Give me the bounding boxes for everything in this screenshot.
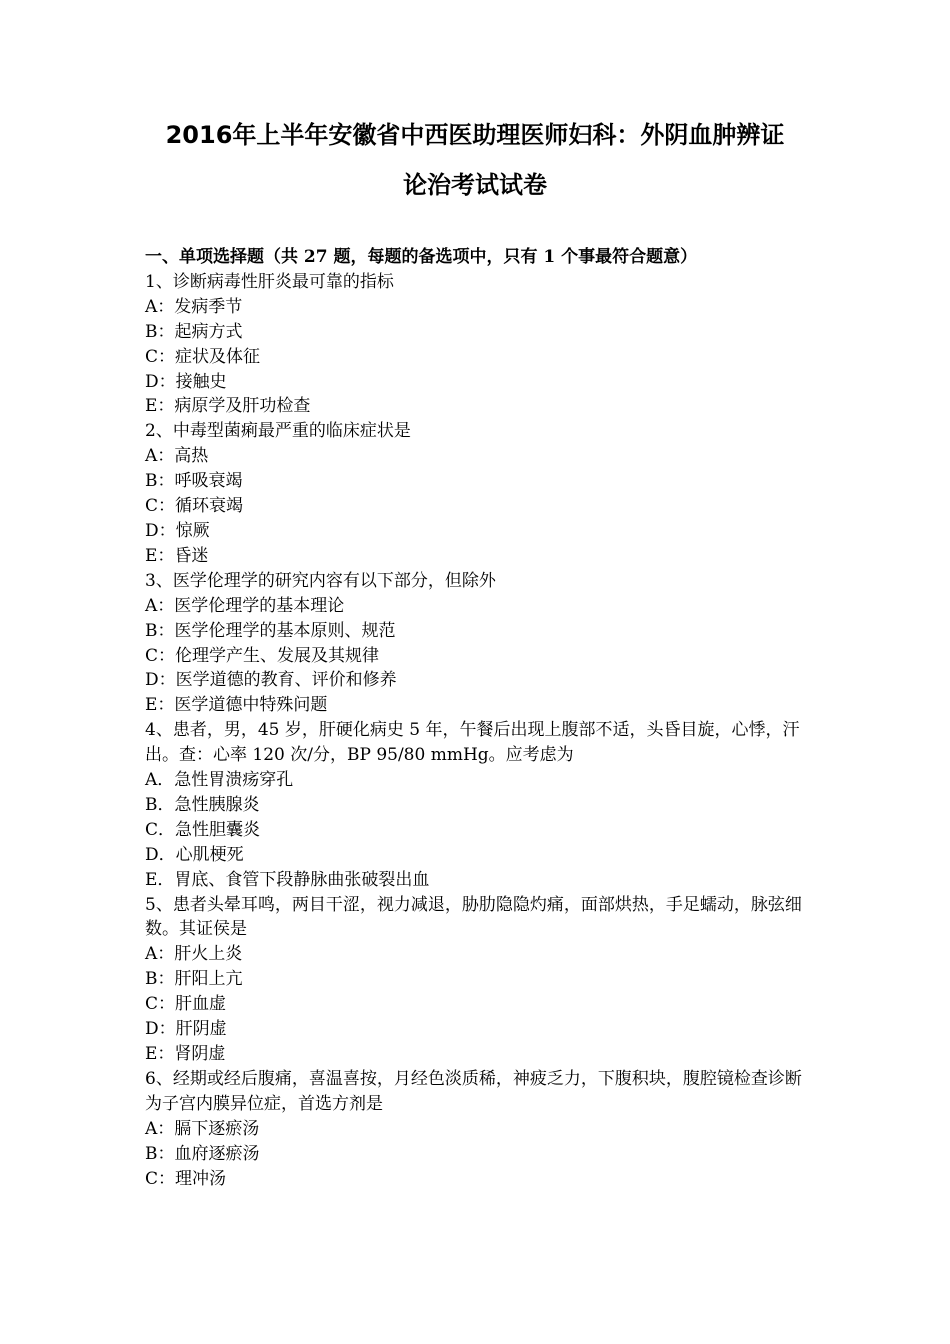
option-text: 急性胰腺炎 — [174, 794, 260, 815]
answer-option — [145, 469, 813, 494]
option-key: A： — [145, 944, 175, 965]
answer-option — [145, 644, 813, 669]
answer-option — [145, 793, 813, 818]
option-key: D： — [145, 371, 176, 392]
document-title-line-1: 2016年上半年安徽省中西医助理医师妇科：外阴血肿辨证 — [165, 121, 785, 149]
answer-option — [145, 967, 813, 992]
option-key: E： — [145, 1044, 175, 1064]
answer-option — [145, 394, 813, 419]
question-text: 4、患者，男，45 岁，肝硬化病史 5 年，午餐后出现上腹部不适，头昏目旋，心悸，汗出。查：心率 120 次/分，BP 95/80 mmHg。应考虑为 — [145, 720, 800, 766]
option-text: 理冲汤 — [175, 1168, 227, 1189]
option-key: A： — [145, 595, 175, 616]
answer-option — [145, 992, 813, 1017]
option-text: 胃底、食管下段静脉曲张破裂出血 — [174, 869, 430, 890]
answer-option — [145, 594, 813, 619]
answer-option — [145, 868, 813, 893]
question-item — [145, 419, 813, 568]
option-text: 医学道德中特殊问题 — [174, 695, 328, 716]
answer-option — [145, 668, 813, 693]
answer-option — [145, 619, 813, 644]
option-key: D． — [145, 844, 176, 865]
answer-option — [145, 768, 813, 793]
option-text: 呼吸衰竭 — [174, 471, 243, 492]
option-key: A： — [145, 1118, 175, 1139]
question-item — [145, 270, 813, 419]
question-list — [145, 270, 813, 1192]
option-text: 急性胆囊炎 — [175, 819, 261, 840]
answer-option — [145, 494, 813, 519]
option-text: 肝血虚 — [175, 994, 227, 1015]
option-text: 医学伦理学的基本原则、规范 — [174, 620, 396, 641]
answer-option — [145, 544, 813, 569]
option-key: D： — [145, 1019, 176, 1040]
option-text: 发病季节 — [174, 296, 243, 317]
option-key: C： — [145, 645, 176, 666]
option-text: 血府逐瘀汤 — [174, 1143, 260, 1164]
answer-option — [145, 693, 813, 718]
option-text: 循环衰竭 — [175, 496, 244, 517]
answer-option — [145, 519, 813, 544]
option-key: D： — [145, 670, 176, 691]
section-heading: 一、单项选择题（共 27 题，每题的备选项中，只有 1 个事最符合题意） — [145, 247, 698, 267]
option-text: 伦理学产生、发展及其规律 — [175, 645, 380, 666]
option-text: 起病方式 — [174, 321, 243, 342]
option-text: 接触史 — [175, 371, 227, 392]
option-text: 高热 — [174, 446, 209, 467]
option-key: C． — [145, 819, 176, 840]
answer-option — [145, 1017, 813, 1042]
option-text: 膈下逐瘀汤 — [174, 1118, 260, 1139]
option-key: D： — [145, 520, 176, 541]
option-key: E： — [145, 396, 175, 417]
option-key: E： — [145, 695, 175, 716]
option-key: B： — [145, 471, 175, 492]
answer-option — [145, 1142, 813, 1167]
option-key: C： — [145, 1168, 176, 1189]
option-key: C： — [145, 496, 176, 517]
option-text: 惊厥 — [175, 520, 210, 541]
answer-option — [145, 843, 813, 868]
option-text: 昏迷 — [174, 545, 209, 566]
option-text: 病原学及肝功检查 — [174, 396, 311, 417]
answer-option — [145, 1167, 813, 1192]
question-item — [145, 1067, 813, 1192]
question-text: 3、医学伦理学的研究内容有以下部分，但除外 — [145, 570, 496, 591]
option-text: 肝阴虚 — [175, 1019, 227, 1040]
option-key: C： — [145, 994, 176, 1015]
question-item — [145, 893, 813, 1067]
answer-option — [145, 370, 813, 395]
answer-option — [145, 818, 813, 843]
answer-option — [145, 320, 813, 345]
option-key: A． — [145, 770, 175, 791]
option-text: 肾阴虚 — [174, 1044, 226, 1064]
option-text: 肝阳上亢 — [174, 969, 243, 990]
option-key: B： — [145, 321, 175, 342]
option-key: E： — [145, 545, 175, 566]
option-key: B： — [145, 620, 175, 641]
question-item — [145, 718, 813, 892]
question-text: 1、诊断病毒性肝炎最可靠的指标 — [145, 271, 394, 292]
answer-option — [145, 444, 813, 469]
question-text: 5、患者头晕耳鸣，两目干涩，视力减退，胁肋隐隐灼痛，面部烘热，手足蠕动，脉弦细数。其证侯是 — [145, 894, 802, 940]
option-key: A： — [145, 446, 175, 467]
option-text: 心肌梗死 — [175, 844, 244, 865]
answer-option — [145, 295, 813, 320]
option-key: A： — [145, 296, 175, 317]
question-text: 6、经期或经后腹痛，喜温喜按，月经色淡质稀，神疲乏力，下腹积块，腹腔镜检查诊断为子宫内膜异位症，首选方剂是 — [145, 1068, 802, 1114]
answer-option — [145, 942, 813, 967]
option-key: C： — [145, 346, 176, 367]
option-text: 急性胃溃疡穿孔 — [174, 770, 294, 791]
answer-option — [145, 1042, 813, 1067]
option-text: 医学道德的教育、评价和修养 — [175, 670, 397, 691]
option-key: B． — [145, 794, 175, 815]
document-title-line-2: 论治考试试卷 — [403, 171, 547, 199]
answer-option — [145, 1117, 813, 1142]
question-item — [145, 569, 813, 718]
question-text: 2、中毒型菌痢最严重的临床症状是 — [145, 421, 411, 442]
option-key: B： — [145, 1143, 175, 1164]
option-text: 医学伦理学的基本理论 — [174, 595, 345, 616]
option-text: 症状及体征 — [175, 346, 261, 367]
option-key: B： — [145, 969, 175, 990]
option-text: 肝火上炎 — [174, 944, 243, 965]
option-key: E． — [145, 869, 175, 890]
document-body — [145, 245, 813, 1191]
answer-option — [145, 345, 813, 370]
